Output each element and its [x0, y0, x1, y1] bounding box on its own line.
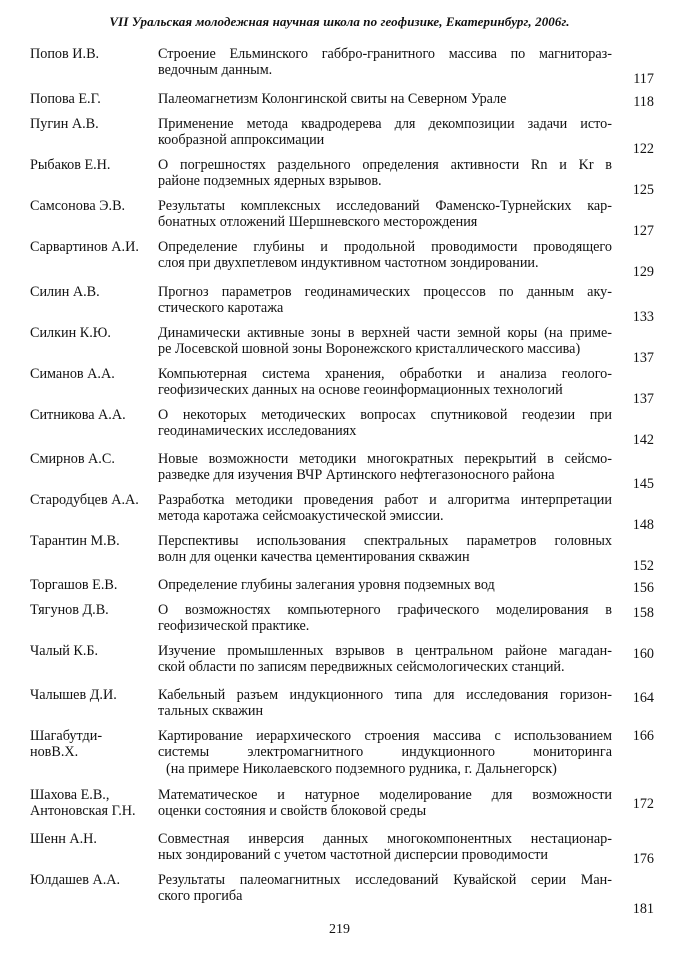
- entry-title: [158, 407, 612, 440]
- entry-author: Ситникова А.А.: [30, 407, 126, 423]
- entry-author: Силин А.В.: [30, 284, 100, 300]
- entry-author: Стародубцев А.А.: [30, 492, 139, 508]
- entry-author: Смирнов А.С.: [30, 451, 115, 467]
- entry-page: 122: [632, 141, 654, 158]
- entry-author: Симанов А.А.: [30, 366, 115, 382]
- entry-title: [158, 91, 612, 107]
- entry-title: [158, 451, 612, 484]
- entry-title-line: Компьютерная система хранения, обработки и анализа геолого-: [158, 366, 612, 382]
- entry-title-line: ных зондирований с учетом частотной дисперсии проводимости: [158, 847, 549, 864]
- entry-title-line: бонатных отложений Шершневского месторождения: [158, 214, 478, 231]
- entry-title-line: ре Лосевской шовной зоны Воронежского кристаллического массива): [158, 341, 581, 358]
- entry-title: [158, 46, 612, 79]
- entry-title-line: Разработка методики проведения работ и алгоритма интерпретации: [158, 492, 612, 508]
- entry-page: 172: [632, 796, 654, 813]
- entry-page: 158: [632, 605, 654, 622]
- entry-title-line: (на примере Николаевского подземного рудника, г. Дальнегорск): [166, 760, 557, 777]
- entry-page: 117: [633, 71, 654, 88]
- entry-author: Тарантин М.В.: [30, 533, 120, 549]
- entry-page: 176: [632, 850, 654, 867]
- entry-title: [158, 643, 612, 676]
- entry-title: [158, 325, 612, 358]
- entry-title: [158, 492, 612, 525]
- entry-page: 137: [632, 391, 654, 408]
- page-number: 219: [329, 922, 350, 937]
- entry-title-line: Картирование иерархического строения массива с использованием: [158, 728, 612, 744]
- entry-title-line: О возможностях компьютерного графического моделирования в: [158, 602, 612, 618]
- entry-title: [158, 284, 612, 317]
- entry-title-line: Перспективы использования спектральных параметров головных: [158, 533, 612, 549]
- entry-author: Пугин А.В.: [30, 116, 99, 132]
- entry-title-line: Новые возможности методики многократных перекрытий в сейсмо-: [158, 451, 612, 467]
- entry-title-line: стического каротажа: [158, 300, 284, 317]
- entry-title-line: разведке для изучения ВЧР Артинского нефтегазоносного района: [158, 467, 555, 484]
- entry-author: Самсонова Э.В.: [30, 198, 126, 214]
- entry-page: 127: [632, 223, 654, 240]
- entry-author: Юлдашев А.А.: [30, 872, 121, 888]
- entry-title-line: Изучение промышленных взрывов в центральном районе магадан-: [158, 643, 612, 659]
- entry-title: [158, 728, 612, 777]
- entry-title: [158, 687, 612, 720]
- entry-title-line: Применение метода квадродерева для декомпозиции задачи исто-: [158, 116, 612, 132]
- entry-page: 160: [632, 646, 654, 663]
- entry-author: Шенн А.Н.: [30, 831, 97, 847]
- entry-page: 148: [632, 517, 654, 534]
- entry-page: 156: [632, 580, 654, 597]
- entry-author: Попова Е.Г.: [30, 91, 101, 107]
- entry-title-line: оценки состояния и свойств блоковой среды: [158, 803, 427, 820]
- entry-author: Шахова Е.В., Антоновская Г.Н.: [30, 787, 136, 820]
- entry-title-line: районе подземных ядерных взрывов.: [158, 173, 382, 190]
- entry-title: [158, 366, 612, 399]
- entry-title: [158, 116, 612, 149]
- entry-page: 137: [632, 350, 654, 367]
- entry-title-line: метода каротажа сейсмоакустической эмиссии.: [158, 508, 444, 525]
- entry-title: [158, 831, 612, 864]
- entry-title-line: Результаты комплексных исследований Фаменско-Турнейских кар-: [158, 198, 612, 214]
- entry-title-line: кообразной аппроксимации: [158, 132, 325, 149]
- entry-title-line: Результаты палеомагнитных исследований Кувайской серии Ман-: [158, 872, 612, 888]
- entry-page: 118: [633, 94, 654, 111]
- entry-title-line: геодинамических исследованиях: [158, 423, 357, 440]
- entry-title-line: Совместная инверсия данных многокомпонентных нестационар-: [158, 831, 612, 847]
- entry-page: 133: [632, 309, 654, 326]
- entry-title-line: геофизической практике.: [158, 618, 310, 635]
- entry-title-line: Строение Ельминского габбро-гранитного массива по магнитораз-: [158, 46, 612, 62]
- entry-page: 129: [632, 264, 654, 281]
- entry-title-line: О погрешностях раздельного определения активности Rn и Kr в: [158, 157, 612, 173]
- entry-title-line: слоя при двухпетлевом индуктивном частотном зондировании.: [158, 255, 539, 272]
- entry-title-line: Палеомагнетизм Колонгинской свиты на Северном Урале: [158, 91, 507, 107]
- entry-author: Рыбаков Е.Н.: [30, 157, 111, 173]
- entry-title-line: Математическое и натурное моделирование для возможности: [158, 787, 612, 803]
- entry-title-line: Динамически активные зоны в верхней части земной коры (на приме-: [158, 325, 612, 341]
- entry-title: [158, 157, 612, 190]
- entry-page: 166: [632, 728, 654, 744]
- entry-author: Чалый К.Б.: [30, 643, 99, 659]
- entry-page: 125: [632, 182, 654, 199]
- entry-title-line: ведочным данным.: [158, 62, 273, 79]
- entry-author: Тягунов Д.В.: [30, 602, 109, 618]
- entry-author: Сарвартинов А.И.: [30, 239, 139, 255]
- entry-title-line: тальных скважин: [158, 703, 264, 720]
- entry-page: 152: [632, 558, 654, 575]
- entry-title-line: О некоторых методических вопросах спутниковой геодезии при: [158, 407, 612, 423]
- entry-title-line: ского прогиба: [158, 888, 243, 905]
- entry-title-line: ской области по записям передвижных сейсмологических станций.: [158, 659, 565, 676]
- entry-title-line: волн для оценки качества цементирования скважин: [158, 549, 470, 566]
- entry-page: 142: [632, 432, 654, 449]
- entry-title: [158, 198, 612, 231]
- entry-author: Попов И.В.: [30, 46, 100, 62]
- entry-title-line: Прогноз параметров геодинамических процессов по данным аку-: [158, 284, 612, 300]
- entry-author: Шагабутди- новВ.Х.: [30, 728, 103, 761]
- entry-title: [158, 872, 612, 905]
- entry-page: 164: [632, 690, 654, 707]
- entry-page: 181: [632, 900, 654, 917]
- entry-title-line: геофизических данных на основе геоинформационных технологий: [158, 382, 563, 399]
- entry-title: [158, 533, 612, 566]
- entry-title-line: Определение глубины и продольной проводимости проводящего: [158, 239, 612, 255]
- entry-title: [158, 239, 612, 272]
- entry-title-line: Кабельный разъем индукционного типа для исследования горизон-: [158, 687, 612, 703]
- entry-title: [158, 577, 612, 593]
- entry-author: Чалышев Д.И.: [30, 687, 117, 703]
- entry-title: [158, 787, 612, 820]
- entry-author: Силкин К.Ю.: [30, 325, 111, 341]
- running-header: VII Уральская молодежная научная школа по геофизике, Екатеринбург, 2006г.: [109, 14, 570, 29]
- entry-title-line: системы электромагнитного индукционного мониторинга: [158, 744, 612, 761]
- entry-title: [158, 602, 612, 635]
- entry-page: 145: [632, 476, 654, 493]
- entry-author: Торгашов Е.В.: [30, 577, 118, 593]
- entry-title-line: Определение глубины залегания уровня подземных вод: [158, 577, 495, 593]
